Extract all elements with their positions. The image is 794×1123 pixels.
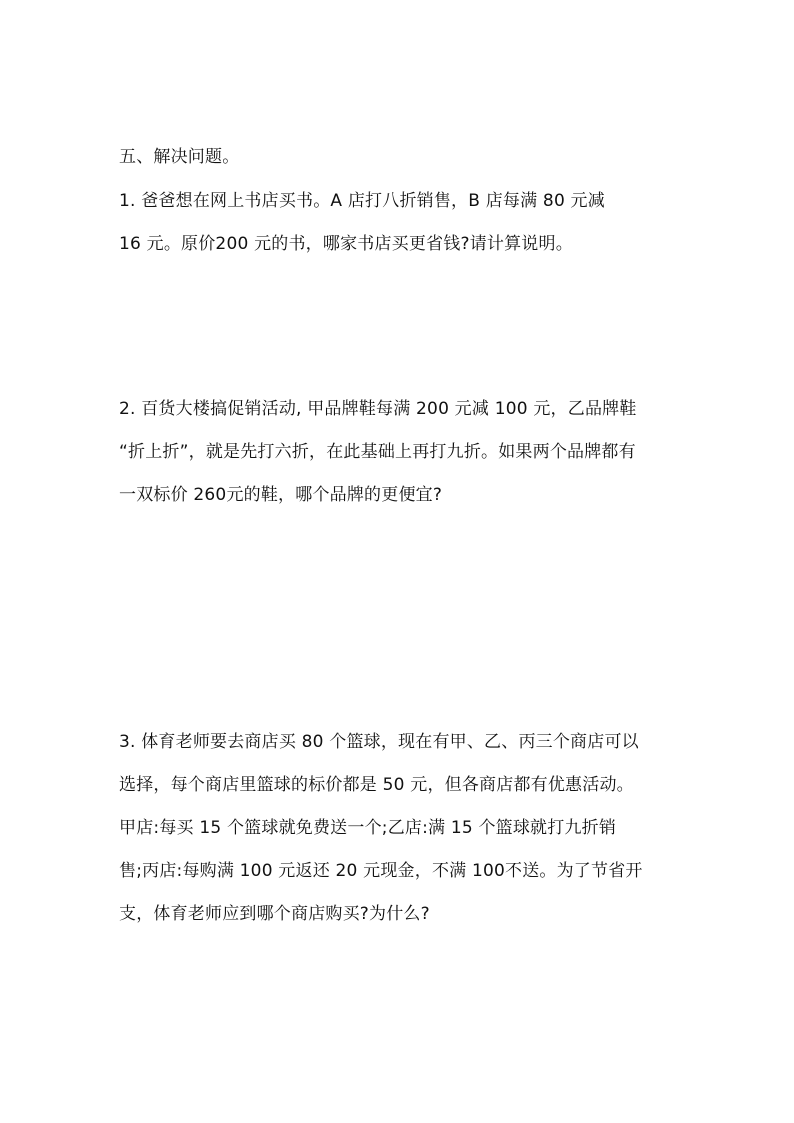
question-3-line-3: 甲店:每买 15 个篮球就免费送一个;乙店:满 15 个篮球就打九折销 (119, 818, 617, 838)
question-2-line-2: “折上折”，就是先打六折，在此基础上再打九折。如果两个品牌都有 (119, 442, 636, 462)
section-title: 五、解决问题。 (119, 147, 240, 167)
question-3-line-2: 选择，每个商店里篮球的标价都是 50 元，但各商店都有优惠活动。 (119, 775, 634, 795)
question-1-line-2: 16 元。原价200 元的书，哪家书店买更省钱?请计算说明。 (119, 234, 573, 254)
question-2-line-3: 一双标价 260元的鞋，哪个品牌的更便宜? (119, 485, 443, 505)
question-3-line-4: 售;丙店:每购满 100 元返还 20 元现金，不满 100不送。为了节省开 (119, 861, 643, 881)
question-1-line-1: 1. 爸爸想在网上书店买书。A 店打八折销售，B 店每满 80 元减 (119, 191, 605, 211)
question-3-line-1: 3. 体育老师要去商店买 80 个篮球，现在有甲、乙、丙三个商店可以 (119, 732, 639, 752)
question-3-line-5: 支，体育老师应到哪个商店购买?为什么? (119, 904, 430, 924)
question-2-line-1: 2. 百货大楼搞促销活动, 甲品牌鞋每满 200 元减 100 元，乙品牌鞋 (119, 399, 637, 419)
